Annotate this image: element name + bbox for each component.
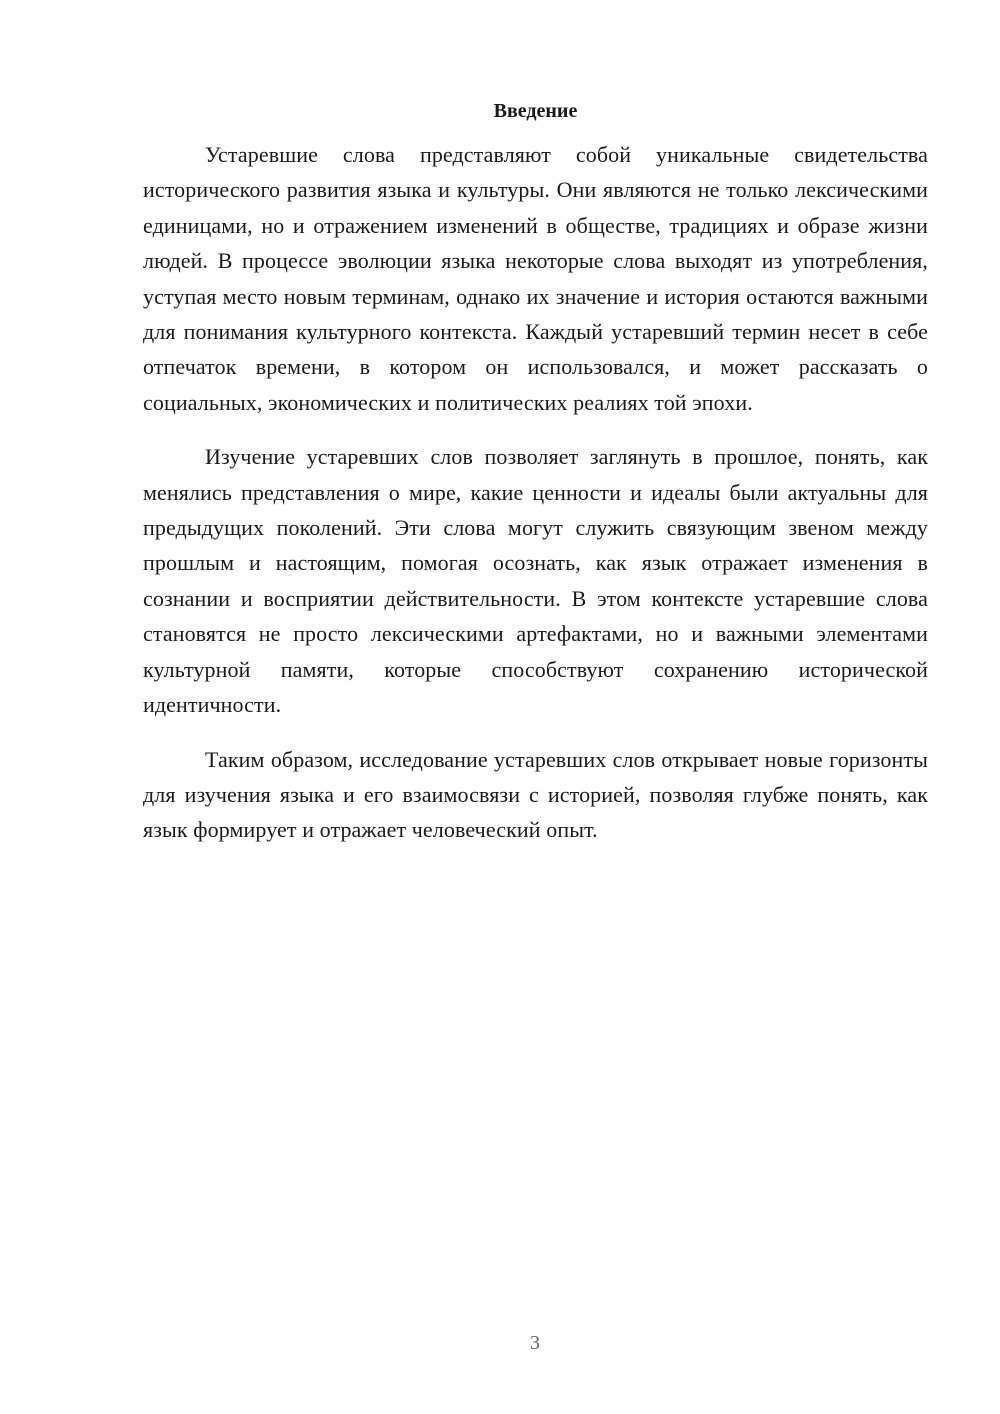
section-heading: Введение	[493, 100, 578, 122]
paragraph-3: Таким образом, исследование устаревших слов открывает новые горизонты для изучения языка и его взаимосвязи с историей, позволяя глубже понять, как язык формирует и отражает человеческий опыт.	[143, 746, 928, 843]
page-content	[143, 95, 928, 867]
paragraph-1: Устаревшие слова представляют собой уникальные свидетельства исторического развития языка и культуры. Они являются не только лексическими единицами, но и отражением изменений в обществе, традициях и образе жизни людей. В процессе эволюции языка некоторые слова выходят из употребления, уступая место новым терминам, однако их значение и история остаются важными для понимания культурного контекста. Каждый устаревший термин несет в себе отпечаток времени, в котором он использовался, и может рассказать о социальных, экономических и политических реалиях той эпохи.	[143, 142, 928, 415]
paragraph-2: Изучение устаревших слов позволяет заглянуть в прошлое, понять, как менялись представления о мире, какие ценности и идеалы были актуальны для предыдущих поколений. Эти слова могут служить связующим звеном между прошлым и настоящим, помогая осознать, как язык отражает изменения в сознании и восприятии действительности. В этом контексте устаревшие слова становятся не просто лексическими артефактами, но и важными элементами культурной памяти, которые способствуют сохранению исторической идентичности.	[143, 444, 928, 718]
page-number: 3	[530, 1332, 540, 1354]
